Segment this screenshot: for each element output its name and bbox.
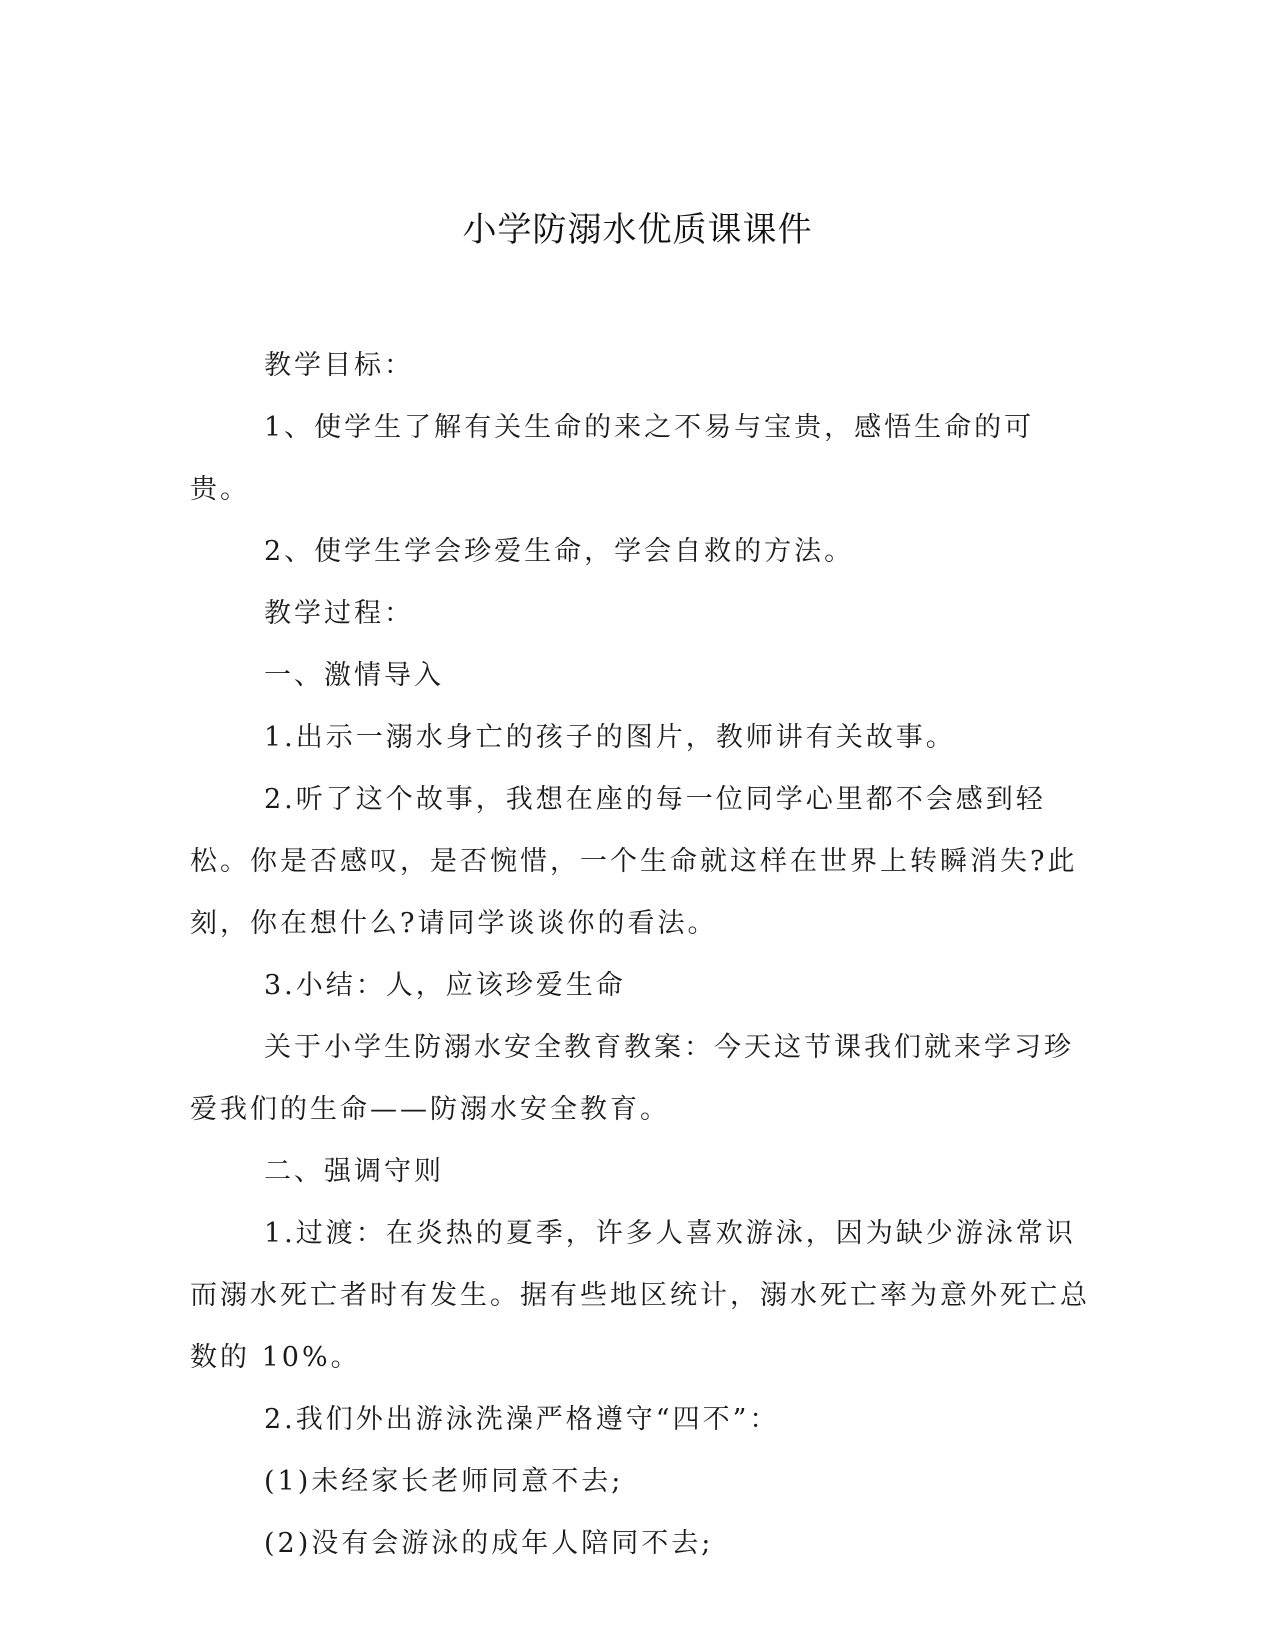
document-body bbox=[190, 335, 1090, 1575]
paragraph-section-2: 二、强调守则 bbox=[264, 1156, 444, 1187]
paragraph-rule-2: (2)没有会游泳的成年人陪同不去; bbox=[264, 1528, 714, 1559]
paragraph-goal-1: 1、使学生了解有关生命的来之不易与宝贵，感悟生命的可贵。 bbox=[190, 412, 1035, 505]
paragraph-step-1: 1.出示一溺水身亡的孩子的图片，教师讲有关故事。 bbox=[264, 722, 956, 753]
paragraph-transition: 1.过渡：在炎热的夏季，许多人喜欢游泳，因为缺少游泳常识而溺水死亡者时有发生。据有些地区统计，溺水死亡率为意外死亡总数的 10%。 bbox=[190, 1218, 1090, 1373]
paragraph-teaching-goals: 教学目标： bbox=[264, 350, 414, 381]
paragraph-rule-1: (1)未经家长老师同意不去; bbox=[264, 1466, 624, 1497]
paragraph-step-3: 3.小结：人，应该珍爱生命 bbox=[264, 970, 626, 1001]
paragraph-lesson-intro: 关于小学生防溺水安全教育教案：今天这节课我们就来学习珍爱我们的生命——防溺水安全教育。 bbox=[190, 1032, 1074, 1125]
paragraph-teaching-process: 教学过程： bbox=[264, 598, 414, 629]
paragraph-goal-2: 2、使学生学会珍爱生命，学会自救的方法。 bbox=[264, 536, 855, 567]
document-title: 小学防溺水优质课课件 bbox=[462, 210, 813, 250]
paragraph-four-rules: 2.我们外出游泳洗澡严格遵守“四不”： bbox=[264, 1404, 780, 1435]
paragraph-step-2: 2.听了这个故事，我想在座的每一位同学心里都不会感到轻松。你是否感叹，是否惋惜，一个生命就这样在世界上转瞬消失?此刻，你在想什么?请同学谈谈你的看法。 bbox=[190, 784, 1078, 939]
paragraph-section-1: 一、激情导入 bbox=[264, 660, 444, 691]
